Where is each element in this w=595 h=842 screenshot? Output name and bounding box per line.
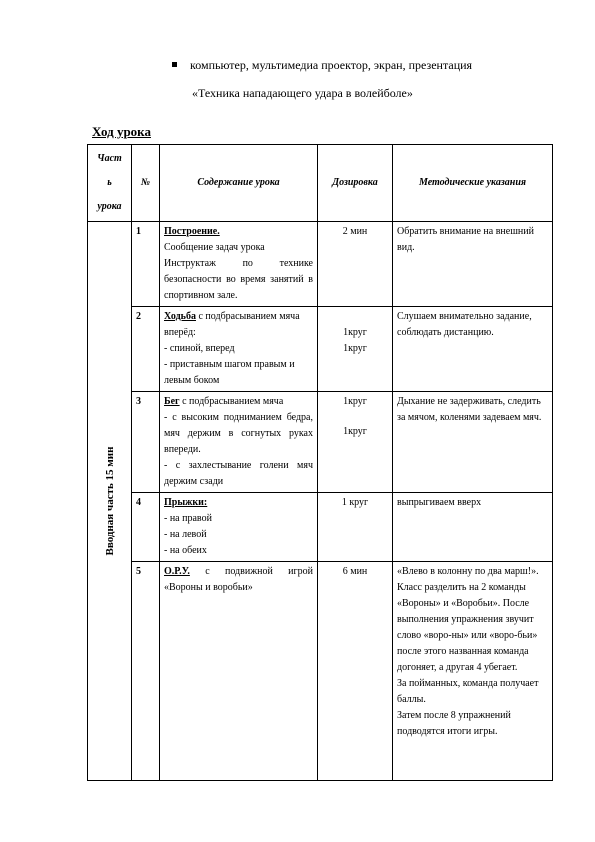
equipment-text: компьютер, мультимедиа проектор, экран, презентация	[190, 58, 473, 72]
dose-cell: 1 круг	[318, 493, 393, 562]
dose-cell: 2 мин	[318, 222, 393, 307]
header-number: №	[132, 145, 160, 222]
table-row	[88, 222, 553, 307]
content-cell: О.Р.У. с подвижной игрой «Вороны и воробьи»	[160, 562, 318, 781]
header-part: Част ь урока	[88, 145, 132, 222]
part-name: Вводная часть 15 мин	[103, 446, 116, 556]
part-cell	[88, 222, 132, 781]
table-row	[88, 493, 553, 562]
dose-cell: 6 мин	[318, 562, 393, 781]
method-cell: Дыхание не задерживать, следить за мячом, коленями задеваем мяч.	[393, 392, 553, 493]
content-cell: Прыжки: - на правой - на левой - на обеих	[160, 493, 318, 562]
row-number: 3	[132, 392, 160, 493]
table-header-row	[88, 145, 553, 222]
method-cell: «Влево в колонну по два марш!». Класс разделить на 2 команды «Вороны» и «Воробьи». После выполнения упражнения звучит слово «воро-ны» или «воро-бьи» после этого названная команда догоняет, а другая 4 убегает. За пойманных, команда получает баллы. Затем после 8 упражнений подводятся итоги игры.	[393, 562, 553, 781]
content-cell: Бег с подбрасыванием мяча - с высоким подниманием бедра, мяч держим в согнутых руках впереди. - с захлестывание голени мяч держим сзади	[160, 392, 318, 493]
content-cell: Построение. Сообщение задач урока Инструктаж по технике безопасности во время занятий в спортивном зале.	[160, 222, 318, 307]
row-number: 2	[132, 307, 160, 392]
method-cell: Слушаем внимательно задание, соблюдать дистанцию.	[393, 307, 553, 392]
row-number: 5	[132, 562, 160, 781]
header-method: Методические указания	[393, 145, 553, 222]
bullet-icon	[172, 62, 177, 67]
table-row	[88, 307, 553, 392]
table-row	[88, 392, 553, 493]
content-cell: Ходьба с подбрасыванием мяча вперёд: - спиной, вперед - приставным шагом правым и левым боком	[160, 307, 318, 392]
row-number: 1	[132, 222, 160, 307]
presentation-title: «Техника нападающего удара в волейболе»	[192, 86, 413, 100]
equipment-bullet	[172, 58, 472, 73]
header-dose: Дозировка	[318, 145, 393, 222]
dose-cell: 1круг 1круг	[318, 392, 393, 493]
lesson-table	[87, 144, 553, 781]
row-number: 4	[132, 493, 160, 562]
method-cell: выпрыгиваем вверх	[393, 493, 553, 562]
dose-cell: 1круг 1круг	[318, 307, 393, 392]
header-content: Содержание урока	[160, 145, 318, 222]
section-title: Ход урока	[92, 124, 151, 139]
method-cell: Обратить внимание на внешний вид.	[393, 222, 553, 307]
table-row	[88, 562, 553, 781]
